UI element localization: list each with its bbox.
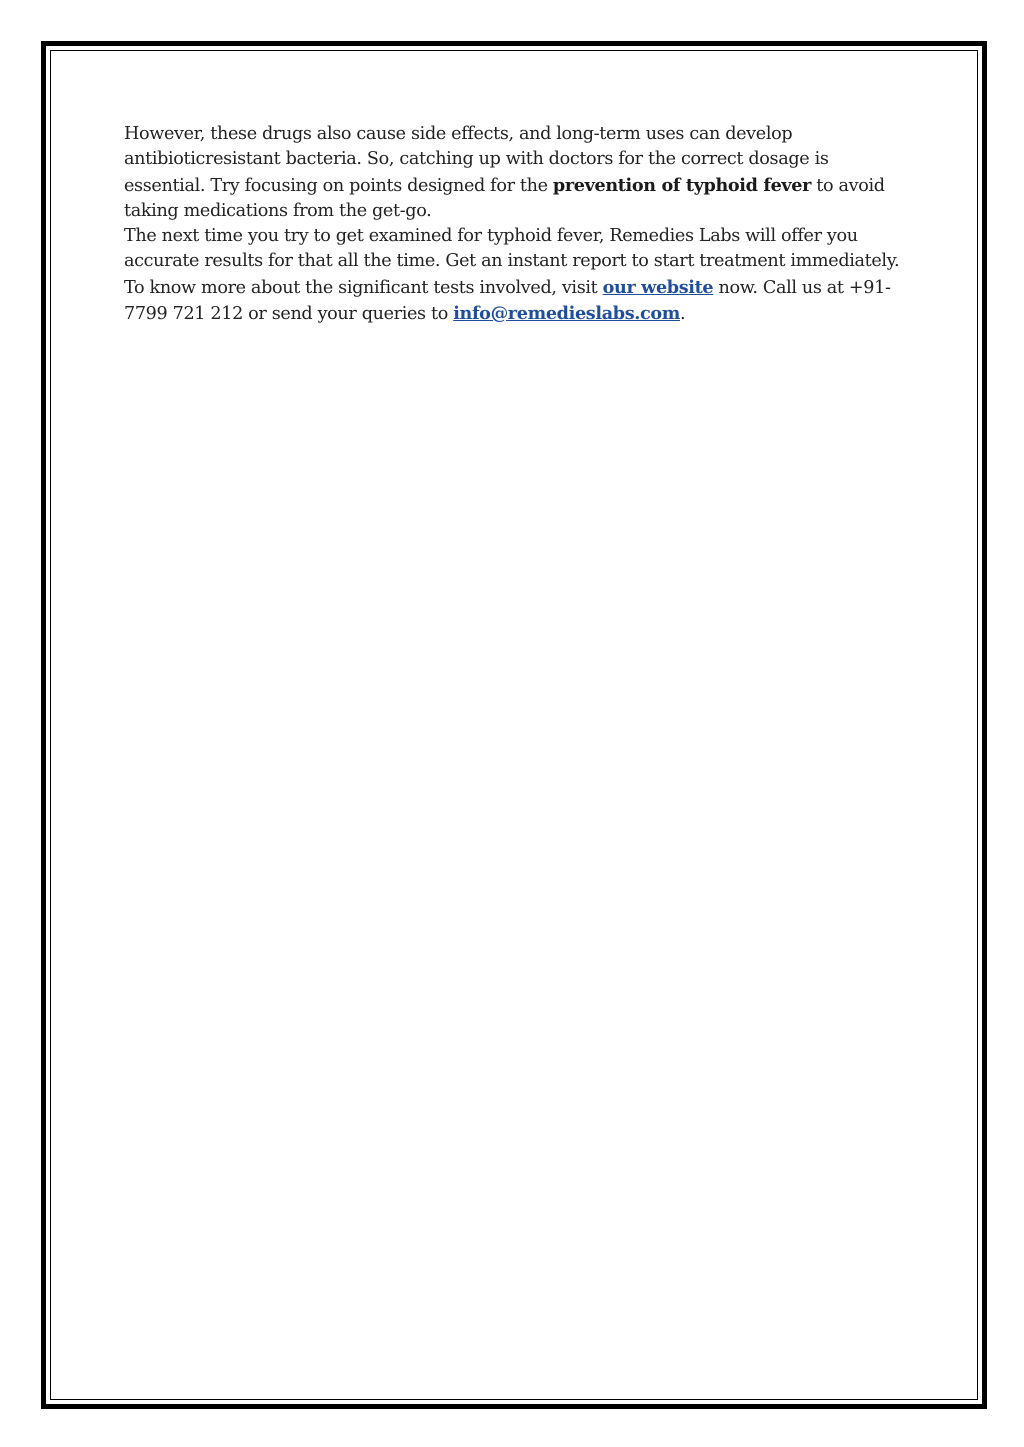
paragraph-1-text-before: However, these drugs also cause side effects, and long-term uses can develop antibioticresistant bacteria. So, catching up with doctors for the correct dosage is essential. Try focusing on points designed for the bbox=[124, 124, 829, 196]
paragraph-2-text-middle: now. Call us at +91-7799 721 212 or send your queries to bbox=[124, 277, 891, 325]
paragraph-side-effects bbox=[124, 122, 914, 224]
document-body bbox=[124, 122, 914, 327]
bold-phrase-prevention: prevention of typhoid fever bbox=[552, 174, 812, 196]
email-link[interactable]: info@remedieslabs.com bbox=[453, 303, 681, 325]
paragraph-1-text-after: to avoid taking medications from the get-go. bbox=[124, 175, 885, 221]
website-link[interactable]: our website bbox=[602, 276, 714, 298]
paragraph-2-text-before: The next time you try to get examined for typhoid fever, Remedies Labs will offer you accurate results for that all the time. Get an instant report to start treatment immediately. To know more about the significant tests involved, visit bbox=[124, 226, 900, 298]
paragraph-2-text-end: . bbox=[680, 304, 686, 325]
paragraph-contact bbox=[124, 224, 914, 327]
